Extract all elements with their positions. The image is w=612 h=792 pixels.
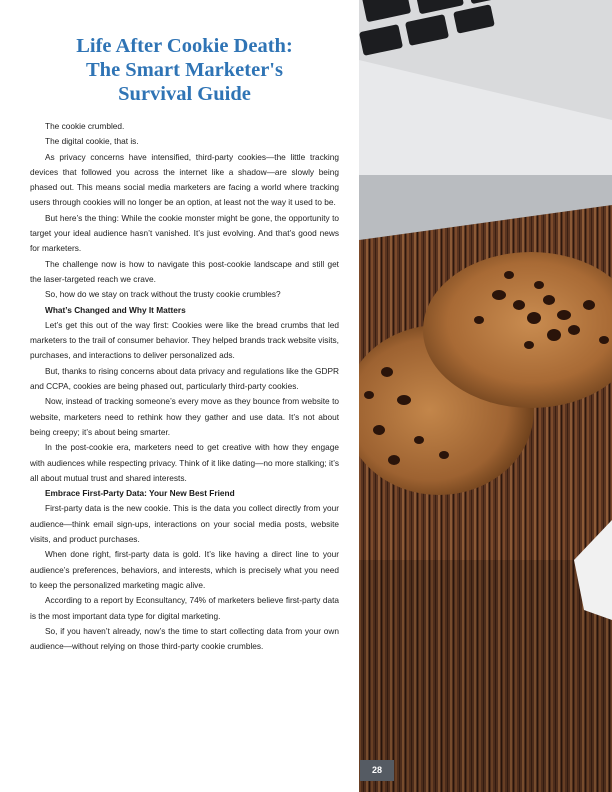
page-title	[30, 34, 339, 106]
title-line-1: Life After Cookie Death:	[76, 35, 293, 57]
paragraph: But here’s the thing: While the cookie monster might be gone, the opportunity to target your ideal audience hasn’t vanished. It’s just evolving. And that’s good news for marketers.	[30, 212, 339, 254]
section-heading: What’s Changed and Why It Matters	[45, 304, 186, 315]
paragraph: Now, instead of tracking someone’s every move as they bounce from website to website, marketers need to rethink how they gather and use data. It’s not about being creepy; it’s about being smarter.	[30, 396, 339, 437]
paragraph: Let’s get this out of the way first: Cookies were like the bread crumbs that led marketers to the trail of consumer behavior. They helped brands track website visits, purchases, and interactions to deliver personalized ads.	[30, 319, 339, 361]
paragraph: As privacy concerns have intensified, third-party cookies—the little tracking devices that followed you across the internet like a shadow—are slowly being phased out. This means social media marketers are facing a world where tracking users through cookies will no longer be an option, at least not the way it used to be.	[30, 151, 339, 208]
paragraph: First-party data is the new cookie. This is the data you collect directly from your audience—think email sign-ups, interactions on your social media posts, website visits, and product purchases.	[30, 503, 339, 545]
title-line-3: Survival Guide	[118, 83, 251, 105]
section-heading: Embrace First-Party Data: Your New Best Friend	[45, 488, 235, 499]
paragraph: The digital cookie, that is.	[45, 136, 139, 147]
paragraph: So, how do we stay on track without the trusty cookie crumbles?	[45, 289, 281, 300]
paragraph: In the post-cookie era, marketers need to get creative with how they engage with audiences while respecting privacy. Think of it like dating—no more stalking; it’s all about mutual trust and shared interests.	[30, 442, 339, 483]
paragraph: So, if you haven’t already, now’s the time to start collecting data from your own audience—without relying on those third-party cookie crumbles.	[30, 625, 339, 652]
title-line-2: The Smart Marketer's	[86, 59, 283, 81]
article-column	[30, 34, 339, 654]
cookies-laptop-photo	[359, 0, 612, 792]
paragraph: According to a report by Econsultancy, 74% of marketers believe first-party data is the most important data type for digital marketing.	[30, 595, 339, 621]
paragraph: The challenge now is how to navigate this post-cookie landscape and still get the laser-targeted reach we crave.	[30, 258, 339, 284]
paragraph: The cookie crumbled.	[45, 121, 125, 131]
paragraph: But, thanks to rising concerns about data privacy and regulations like the GDPR and CCPA, cookies are being phased out, particularly third-party cookies.	[30, 365, 339, 392]
page-number-badge: 28	[360, 760, 394, 781]
article-body	[30, 119, 339, 654]
paragraph: When done right, first-party data is gold. It’s like having a direct line to your audience’s preferences, behaviors, and interests, which is precisely what you need to keep the personalized marketing magic alive.	[30, 549, 339, 590]
